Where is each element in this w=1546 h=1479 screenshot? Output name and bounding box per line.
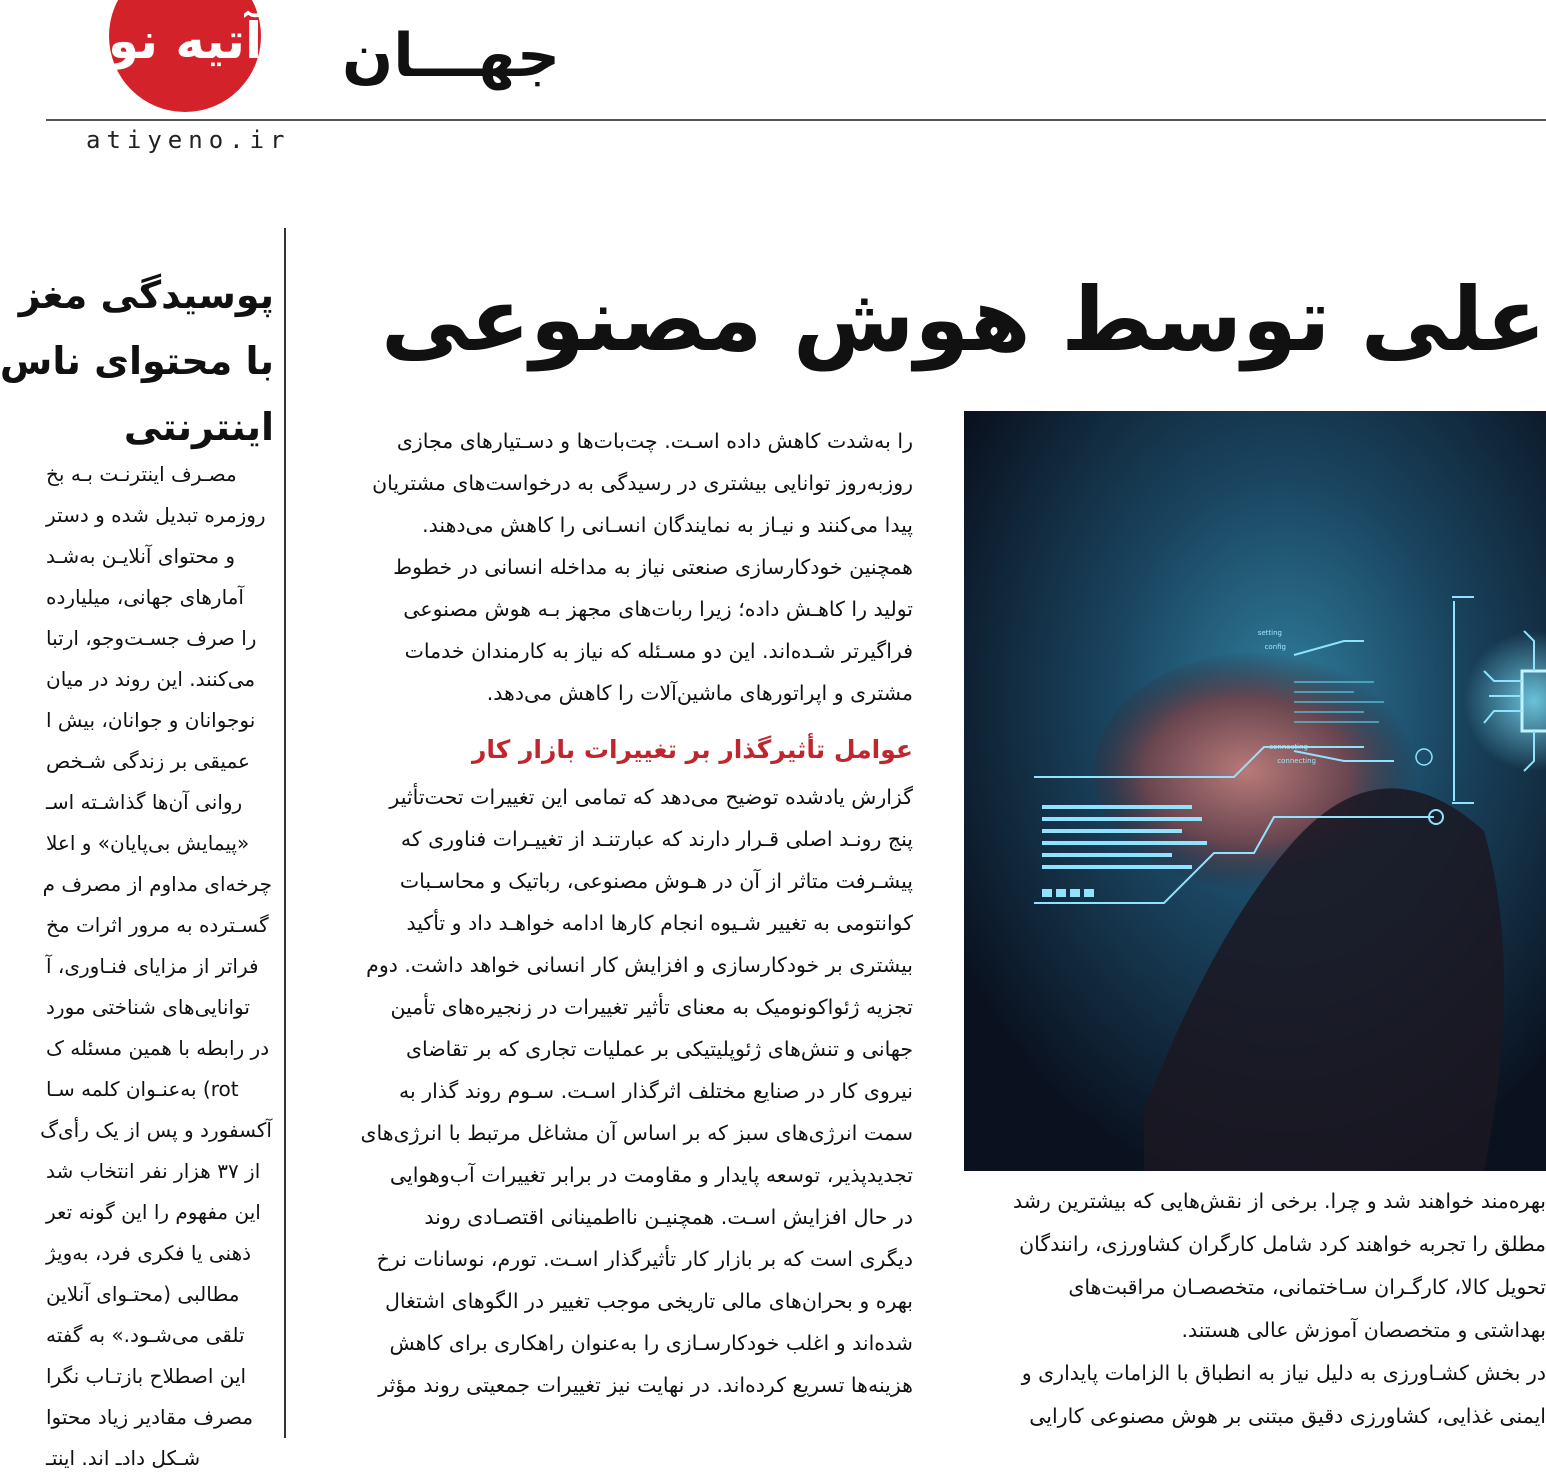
side-title-line: پوسیدگی مغز xyxy=(18,273,274,317)
text-line: در بخش کشـاورزی به دلیل نیاز به انطباق با الزامات پایداری و xyxy=(1021,1361,1546,1385)
text-line: روزمره تبدیل شده و دستر xyxy=(46,503,266,527)
site-url[interactable]: atiyeno.ir xyxy=(86,126,291,154)
side-title-line: اینترنتی xyxy=(123,405,274,449)
text-line: فراگیرتر شـده‌اند. این دو مسـئله که نیاز به کارمندان خدمات xyxy=(404,639,913,663)
text-line: سمت انرژی‌های سبز که بر اساس آن مشاغل مرتبط با انرژی‌های xyxy=(360,1121,913,1145)
text-line: و محتوای آنلایـن به‌شـد xyxy=(46,544,236,568)
side-article-body xyxy=(40,454,272,1479)
text-line: بهداشتی و متخصصان آموزش عالی هستند. xyxy=(1181,1318,1546,1342)
main-article-column xyxy=(338,420,913,1406)
article-photo xyxy=(964,411,1546,1171)
text-line: گزارش یادشده توضیح می‌دهد که تمامی این تغییرات تحت‌تأثیر xyxy=(389,785,913,809)
text-line: بهره‌مند خواهند شد و چرا. برخی از نقش‌هایی که بیشترین رشد xyxy=(1012,1189,1546,1213)
text-line: هزینه‌ها تسریع کرده‌اند. در نهایت نیز تغییرات جمعیتی روند مؤثر xyxy=(378,1373,913,1397)
text-line: مشتری و اپراتورهای ماشین‌آلات را کاهش می‌دهد. xyxy=(486,681,913,705)
header-rule xyxy=(46,119,1546,121)
section-title: جهـــان xyxy=(342,21,561,91)
text-line: را صرف جسـت‌وجو، ارتبا xyxy=(46,626,257,650)
text-line: عمیقی بر زندگی شـخص xyxy=(46,749,250,773)
text-line: کوانتومی به تغییر شـیوه انجام کارها ادامه خواهـد داد و تأکید xyxy=(406,911,913,935)
text-line: مطالبی (محتـوای آنلاین xyxy=(46,1282,240,1306)
side-title-line: با محتوای ناس xyxy=(0,339,274,383)
side-article-title xyxy=(0,262,274,460)
text-line: تولید را کاهـش داده؛ زیرا ربات‌های مجهز بـه هوش مصنوعی xyxy=(403,597,913,621)
subheading: عوامل تأثیرگذار بر تغییرات بازار کار xyxy=(471,735,913,764)
text-line: از ۳۷ هزار نفر انتخاب شد xyxy=(46,1159,261,1183)
text-line: این مفهوم را این گونه تعر xyxy=(46,1200,261,1224)
hud-label: setting xyxy=(1257,629,1282,637)
text-line: شـکل دادـ اند. اینتـ xyxy=(46,1446,201,1470)
text-line: را به‌شدت کاهش داده اسـت. چت‌بات‌ها و دسـتیارهای مجازی xyxy=(396,429,913,453)
text-line: گسـترده به مرور اثرات مخ xyxy=(46,913,269,937)
text-line: روزبه‌روز توانایی بیشتری در رسیدگی به درخواست‌های مشتریان xyxy=(372,471,913,495)
text-line: بهره و بحران‌های مالی تاریخی موجب تغییر در الگوهای اشتغال xyxy=(384,1289,913,1313)
text-line: مصرف مقادیر زیاد محتوا xyxy=(46,1405,254,1429)
paragraph-1 xyxy=(338,420,913,714)
text-line: دیگری است که بر بازار کار تأثیرگذار اسـت. تورم، نوسانات نرخ xyxy=(376,1247,913,1271)
text-line: در رابطه با همین مسئله ک xyxy=(46,1036,270,1060)
text-line: پیشـرفت متاثر از آن در هـوش مصنوعی، رباتیک و محاسـبات xyxy=(399,869,913,893)
text-line: ذهنی یا فکری فرد، به‌ویژ xyxy=(46,1241,252,1265)
text-line: همچنین خودکارسازی صنعتی نیاز به مداخله انسانی در خطوط xyxy=(393,555,913,579)
hud-label: connecting xyxy=(1269,743,1308,751)
text-line: تجدیدپذیر، توسعه پایدار و مقاومت در برابر تغییرات آب‌وهوایی xyxy=(389,1163,913,1187)
text-line: این اصطلاح بازتـاب نگرا xyxy=(46,1364,247,1388)
text-line: نیروی کار در صنایع مختلف اثرگذار اسـت. سـوم روند گذار به xyxy=(398,1079,913,1103)
text-line: روانی آن‌ها گذاشـته اسـ xyxy=(46,790,243,814)
hud-label: config xyxy=(1264,643,1286,651)
text-line: آکسفورد و پس از یک رأی‌گ xyxy=(40,1118,272,1142)
text-line: مطلق را تجربه خواهند کرد شامل کارگران کشاورزی، رانندگان xyxy=(1019,1232,1546,1256)
logo-wordmark: آتیه نو xyxy=(107,12,263,70)
text-line: شده‌اند و اغلب خودکارسـازی را به‌عنوان راهکاری برای کاهش xyxy=(389,1331,913,1355)
text-line: تجزیه ژئواکونومیک به معنای تأثیر تغییرات در زنجیره‌های تأمین xyxy=(390,995,913,1019)
headline-text: علی توسط هوش مصنوعی xyxy=(380,268,1546,371)
right-column-text xyxy=(964,1180,1546,1438)
text-line: پیدا می‌کنند و نیـاز به نمایندگان انسـانی را کاهش می‌دهند. xyxy=(422,513,913,537)
paragraph-2 xyxy=(338,776,913,1406)
text-line: ایمنی غذایی، کشاورزی دقیق مبتنی بر هوش مصنوعی کارایی xyxy=(1029,1404,1546,1428)
text-line: rot) به‌عنـوان کلمه سـا xyxy=(46,1077,239,1101)
column-divider xyxy=(284,228,286,1438)
text-line: در حال افزایش اسـت. همچنیـن نااطمینانی اقتصـادی روند xyxy=(424,1205,913,1229)
text-line: تحویل کالا، کارگـران سـاختمانی، متخصصـان مراقبت‌های xyxy=(1068,1275,1546,1299)
text-line: چرخه‌ای مداوم از مصرف م xyxy=(42,872,272,896)
text-line: «پیمایش بی‌پایان» و اعلا xyxy=(46,831,250,855)
text-line: جهانی و تنش‌های ژئوپلیتیکی بر عملیات تجاری که بر تقاضای xyxy=(405,1037,913,1061)
text-line: تلقی می‌شـود.» به گفته xyxy=(46,1323,245,1347)
text-line: توانایی‌های شناختی مورد xyxy=(46,995,250,1019)
text-line: بیشتری بر خودکارسازی و افزایش کار انسانی خواهد داشت. دوم xyxy=(366,953,913,977)
text-line: فراتر از مزایای فنـاوری، آ xyxy=(46,954,259,978)
text-line: آمارهای جهانی، میلیارده xyxy=(46,585,244,609)
brand-logo xyxy=(106,0,264,112)
text-line: پنج رونـد اصلی قـرار دارند که عبارتنـد از تغییـرات فناوری که xyxy=(400,827,913,851)
text-line: نوجوانان و جوانان، بیش ا xyxy=(46,708,256,732)
text-line: می‌کنند. این روند در میان xyxy=(46,667,256,691)
main-headline xyxy=(380,250,1546,390)
hud-label: connecting xyxy=(1277,757,1316,765)
text-line: مصـرف اینترنـت بـه بخ xyxy=(46,462,237,486)
